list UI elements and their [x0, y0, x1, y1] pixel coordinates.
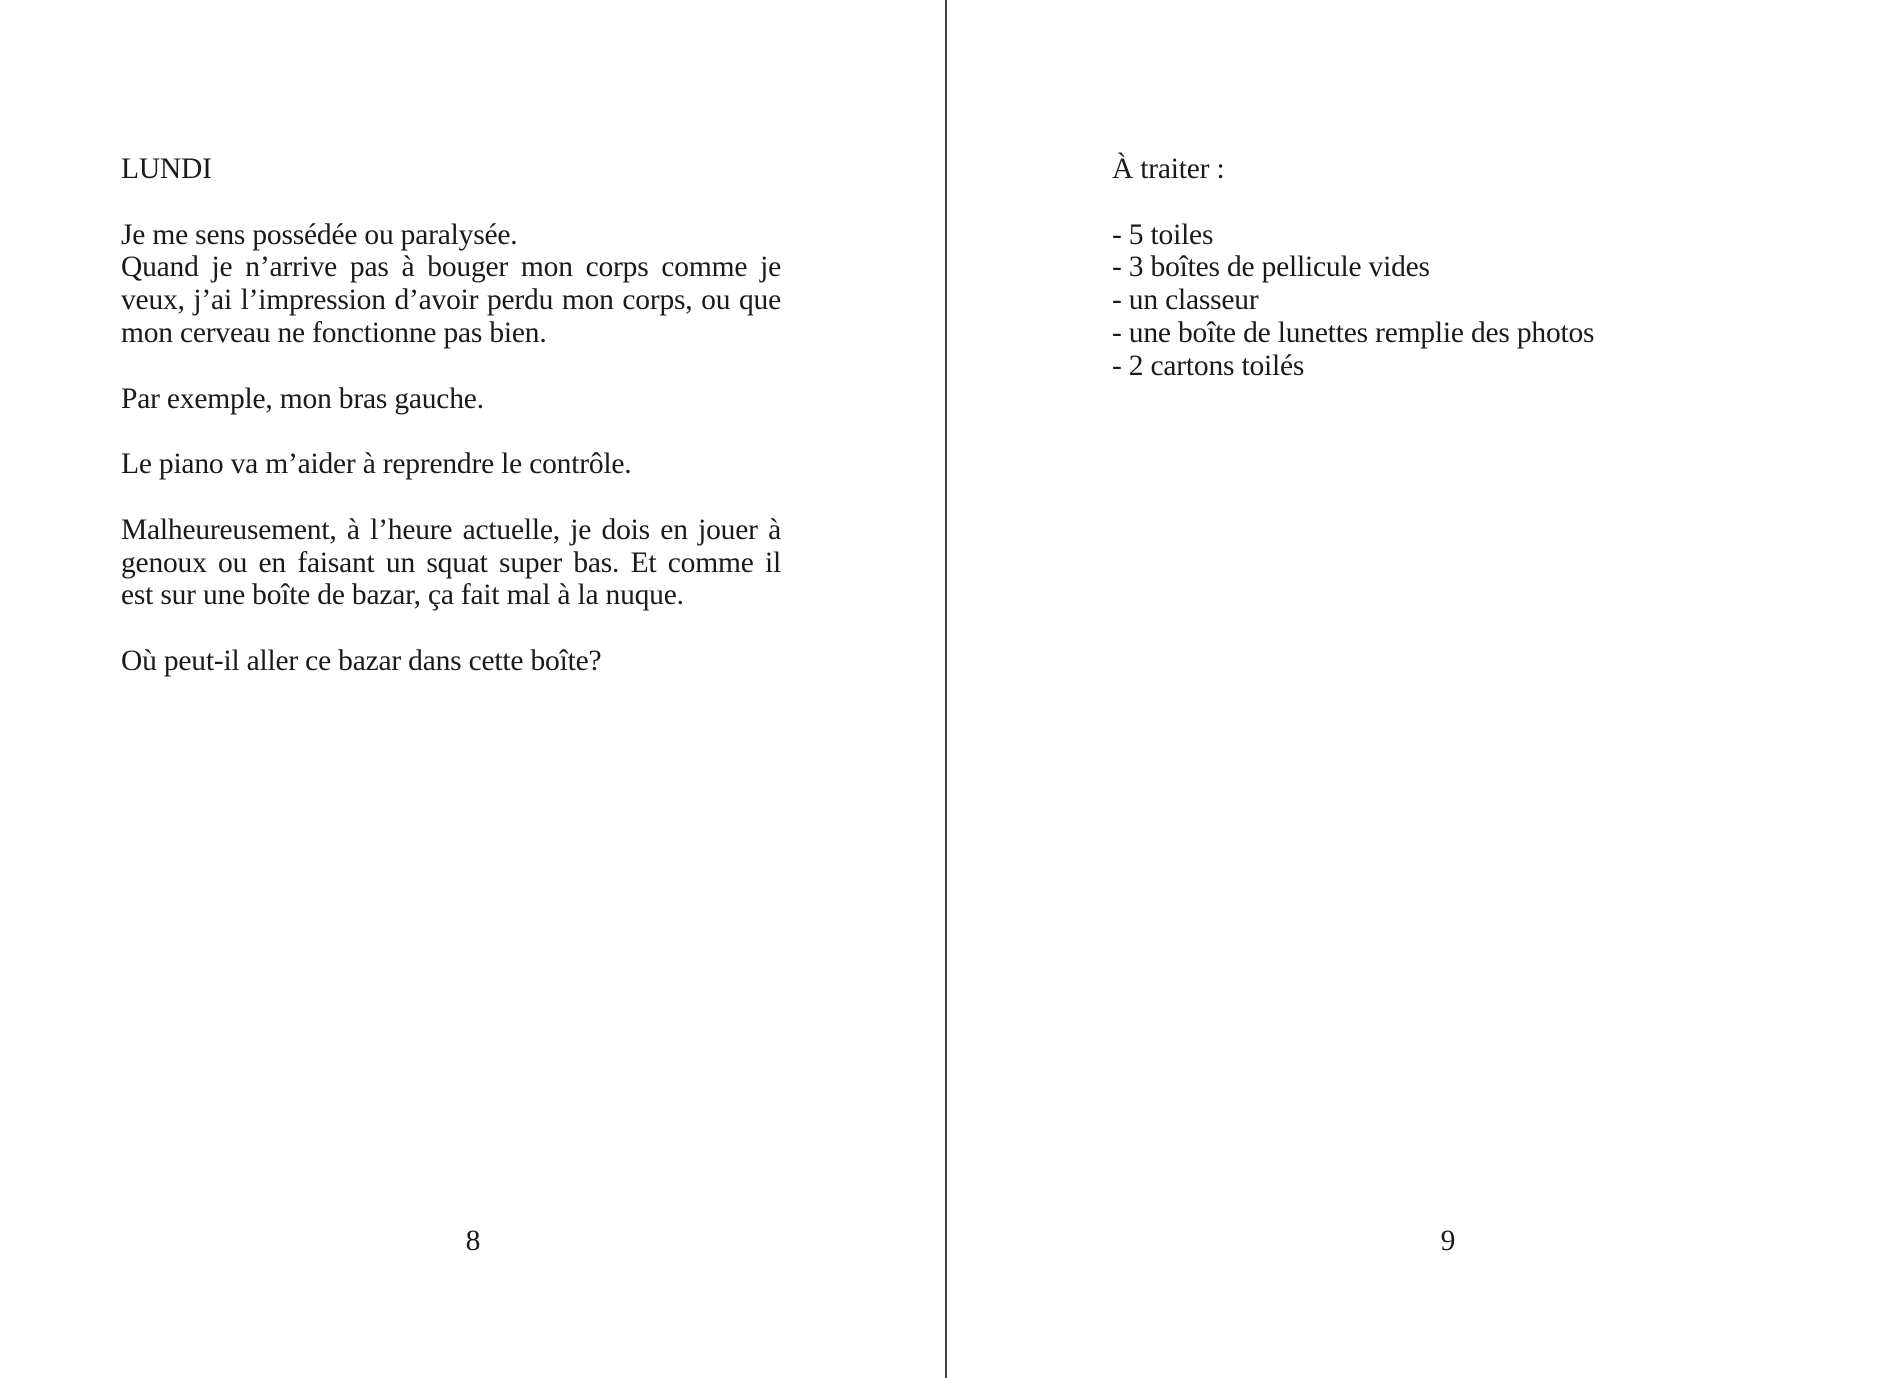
list-item: - une boîte de lunettes remplie des photos [1112, 316, 1595, 349]
text-line: mon cerveau ne fonctionne pas bien. [121, 316, 547, 349]
right-page [948, 0, 1890, 1378]
list-item: - 2 cartons toilés [1112, 349, 1305, 382]
todo-list [1112, 219, 1752, 383]
text-line: Je me sens possédée ou paralysée. [121, 218, 518, 251]
right-page-text [1112, 153, 1752, 383]
paragraph-3 [121, 448, 781, 481]
text-line: veux, j’ai l’impression d’avoir perdu mon corps, ou que [121, 284, 781, 317]
text-line: Où peut-il aller ce bazar dans cette boîte? [121, 644, 602, 677]
page-number: 9 [1440, 1225, 1456, 1257]
text-line: genoux ou en faisant un squat super bas. Et comme il [121, 546, 781, 579]
left-page-text [121, 153, 781, 711]
list-item: - 3 boîtes de pellicule vides [1112, 251, 1430, 284]
page-number: 8 [465, 1225, 481, 1257]
list-item: - 5 toiles [1112, 218, 1214, 251]
text-line: Malheureusement, à l’heure actuelle, je dois en jouer à [121, 513, 781, 546]
text-line: est sur une boîte de bazar, ça fait mal à la nuque. [121, 579, 684, 612]
paragraph-5 [121, 645, 781, 678]
day-heading: LUNDI [121, 153, 212, 185]
paragraph-2 [121, 383, 781, 416]
list-item: - un classeur [1112, 284, 1259, 317]
text-line: Quand je n’arrive pas à bouger mon corps comme je [121, 251, 781, 284]
text-line: Par exemple, mon bras gauche. [121, 382, 484, 415]
paragraph-4 [121, 514, 781, 612]
gutter-divider [945, 0, 947, 1378]
text-line: Le piano va m’aider à reprendre le contrôle. [121, 448, 632, 481]
paragraph-1 [121, 219, 781, 350]
todo-heading: À traiter : [1112, 153, 1225, 185]
